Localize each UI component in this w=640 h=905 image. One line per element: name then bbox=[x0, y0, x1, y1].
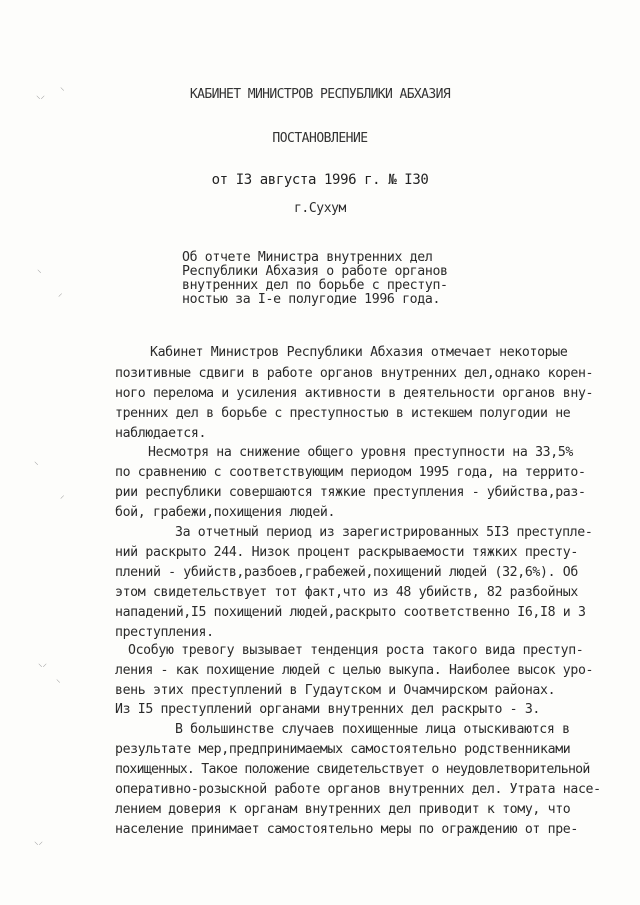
body-line: преступления. bbox=[115, 625, 214, 640]
body-line: бой, грабежи,похищения людей. bbox=[115, 505, 336, 520]
body-line: оперативно-розыскной работе органов внутренних дел. Утрата насе- bbox=[115, 782, 601, 797]
subject-line: ностью за I-е полугодие 1996 года. bbox=[182, 292, 441, 307]
decree-date-number: от I3 августа 1996 г. № I30 bbox=[211, 172, 429, 188]
subject-line: внутренних дел по борьбе с преступ- bbox=[182, 278, 448, 293]
body-line: нападений,I5 похищений людей,раскрыто соответственно I6,I8 и 3 bbox=[115, 605, 586, 620]
body-line: ного перелома и усиления активности в деятельности органов вну- bbox=[115, 386, 594, 401]
body-line: Кабинет Министров Республики Абхазия отмечает некоторые bbox=[150, 345, 568, 360]
scan-mark: ⸌ bbox=[37, 269, 42, 279]
body-line: плений - убийств,разбоев,грабежей,похищений людей (32,6%). Об bbox=[115, 565, 578, 580]
body-line: рии республики совершаются тяжкие преступления - убийства,раз- bbox=[115, 485, 586, 500]
body-line: этом свидетельствует тот факт,что из 48 убийств, 82 разбойных bbox=[115, 585, 578, 600]
body-line: ления - как похищение людей с целью выкупа. Наиболее высок уро- bbox=[115, 663, 594, 678]
body-line: позитивные сдвиги в работе органов внутренних дел,однако корен- bbox=[115, 366, 594, 381]
scan-mark: ⸝ bbox=[60, 491, 65, 501]
document-type-title: ПОСТАНОВЛЕНИЕ bbox=[272, 131, 368, 146]
scan-mark: ⸝ bbox=[58, 289, 63, 299]
city-line: г.Сухум bbox=[294, 201, 346, 216]
body-line: В большинстве случаев похищенные лица отыскиваются в bbox=[175, 722, 570, 737]
body-line: вень этих преступлений в Гудаутском и Очамчирском районах. bbox=[115, 683, 556, 698]
body-line: население принимает самостоятельно меры по ограждению от пре- bbox=[115, 822, 578, 837]
scan-mark: ⸜ bbox=[56, 675, 61, 685]
body-line: результате мер,предпринимаемых самостоятельно родственниками bbox=[115, 742, 571, 757]
body-line: похищенных. Такое положение свидетельствует о неудовлетворительной bbox=[115, 762, 590, 777]
organization-heading: КАБИНЕТ МИНИСТРОВ РЕСПУБЛИКИ АБХАЗИЯ bbox=[189, 87, 451, 102]
scan-mark: ⸌⸍ bbox=[34, 841, 44, 851]
body-line: тренних дел в борьбе с преступностью в истекшем полугодии не bbox=[115, 406, 571, 421]
body-line: За отчетный период из зарегистрированных 5I3 преступле- bbox=[175, 525, 593, 540]
body-line: ний раскрыто 244. Низок процент раскрываемости тяжких престу- bbox=[115, 545, 578, 560]
body-line: Из I5 преступлений органами внутренних дел раскрыто - 3. bbox=[115, 702, 541, 717]
body-line: Особую тревогу вызывает тенденция роста такого вида преступ- bbox=[128, 643, 584, 658]
scan-mark: ⸌⸍ bbox=[38, 663, 48, 673]
body-line: по сравнению с соответствующим периодом 1995 года, на террито- bbox=[115, 465, 586, 480]
body-line: Несмотря на снижение общего уровня преступности на 33,5% bbox=[148, 445, 574, 460]
scan-mark: ⸌ bbox=[34, 461, 39, 471]
scan-mark: ⸜ bbox=[60, 83, 65, 93]
body-line: наблюдается. bbox=[115, 426, 207, 441]
subject-line: Республики Абхазия о работе органов bbox=[182, 264, 448, 279]
body-line: лением доверия к органам внутренних дел приводит к тому, что bbox=[115, 802, 571, 817]
scan-mark: ⸌⸍ bbox=[36, 95, 46, 105]
subject-line: Об отчете Министра внутренних дел bbox=[182, 250, 433, 265]
